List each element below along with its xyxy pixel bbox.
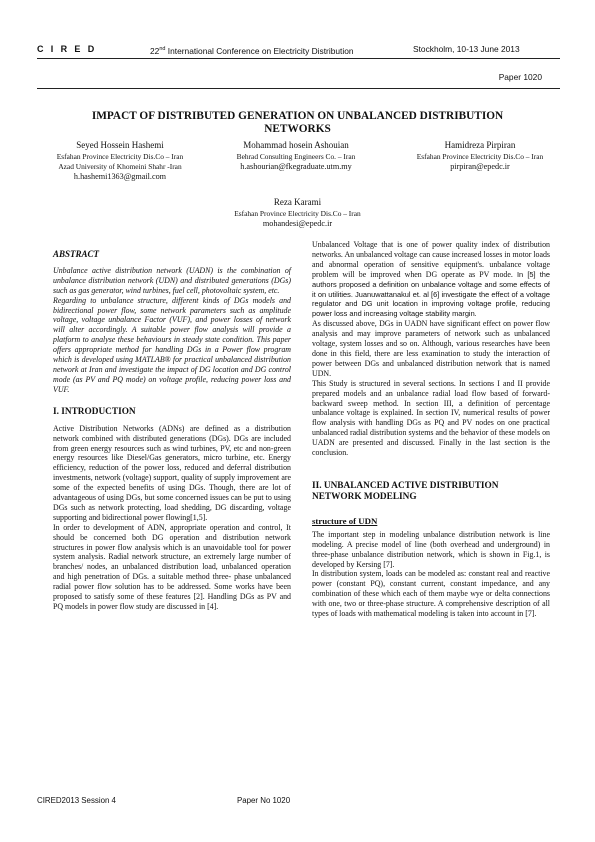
author-block [200, 197, 395, 229]
subsection-heading: structure of UDN [312, 515, 378, 526]
conference-place-date: Stockholm, 10-13 June 2013 [413, 44, 520, 54]
body-paragraph: This Study is structured in several sections. In sections I and II provide prepared models and an unbalance radial load flow based of forward-backward sweep method. In section III, a definition of percentage unbalance voltage is explained. In section IV, numerical results of power flow analysis with handling DGs as PQ and PV nodes on one practical unbalanced radial distribution systems and the behavior of these models on UADN are presented and discussed. Finally in the last section is the conclusion. [312, 378, 550, 458]
author-email: mohandesi@epedc.ir [262, 218, 333, 228]
paper-number: Paper 1020 [498, 72, 542, 82]
author-affiliation: Esfahan Province Electricity Dis.Co – Iran [416, 151, 544, 161]
author-email: h.hashemi1363@gmail.com [73, 172, 167, 182]
author-email: pirpiran@epedc.ir [450, 161, 510, 171]
footer-session: CIRED2013 Session 4 [37, 796, 116, 805]
body-paragraph: Active Distribution Networks (ADNs) are defined as a distribution network combined with distributed generations (DGs). DGs are included from green energy resources such as wind turbines, PV, etc and non-green energy resources like Diesel/Gas generators, micro turbine, etc. Energy efficiency, reduction of the power loss, reduced and deferral distribution investments, network (voltage) support, quality of supply improvement are some of the expected benefits of using DGs. Though, there are lot of advantageous of using DGs, but some concerned issues can be put to using DGs such as network protecting, load shedding, DG discarding, voltage supporting and bidirectional power flowing[1,5]. [53, 423, 291, 522]
author-name: Mohammad hosein Ashouian [243, 140, 349, 150]
author-name: Hamidreza Pirpiran [444, 140, 516, 150]
body-paragraph: Unbalanced Voltage that is one of power quality index of distribution networks. An unbalanced voltage can cause increased losses in motor loads and abnormal operation of sensitive equipment's. unbalance voltage problem will be improved when DG operate as PV mode. In [5] the authors proposed a definition on unbalance voltage and some effects of it on utilities. Juanuwattanakul et. al [6] investigate the effect of a voltage regulator and DG unit location in improving voltage profile, reducing power loss and increasing voltage stability margin. [312, 240, 550, 319]
right-column [312, 240, 550, 619]
header-rule [37, 58, 560, 59]
author-affiliation: Esfahan Province Electricity Dis.Co – Iran [56, 151, 184, 161]
abstract-paragraph: Regarding to unbalance structure, different kinds of DGs models and bidirectional power flow, some network parameters such as amplitude voltage, voltage unbalance Factor (VUF), and power losses of network will alter accordingly. A suitable power flow analysis will provide a platform to analyse these behaviours in steady state condition. This paper offers appropriate method for handling DGs in a Power flow program which is developed using MATLAB® for practical unbalanced distribution network at Iran and investigate the impact of DG location and DG control mode (as PV and PQ mode) on voltage profile, reducing power loss and VUF. [53, 295, 291, 394]
left-column [53, 240, 291, 612]
abstract-paragraph: Unbalance active distribution network (UADN) is the combination of unbalance distribution network (UDN) and distributed generations (DGs) such as gas generator, wind turbines, fuel cell, photovoltaic system, etc. [53, 265, 291, 295]
author-affiliation: Azad University of Khomeini Shahr -Iran [58, 161, 182, 171]
author-email: h.ashourian@fkegraduate.utm.my [240, 161, 352, 171]
author-block [28, 140, 212, 182]
author-affiliation: Behrad Consulting Engineers Co. – Iran [236, 151, 356, 161]
body-paragraph: The important step in modeling unbalance distribution network is line modeling. A precise model of line (both overhead and underground) in three-phase unbalance distribution network, which is shown in Fig.1, is developed by Kersing [7]. [312, 529, 550, 569]
paper-title: IMPACT OF DISTRIBUTED GENERATION ON UNBALANCED DISTRIBUTION NETWORKS [91, 110, 504, 135]
body-paragraph: As discussed above, DGs in UADN have significant effect on power flow analysis and may improve parameters of network such as unbalanced voltage, system losses and so on. Although, various researches have been done in this field, there are less examination to study the interaction of power between DGs and unbalanced distribution network that is named UDN. [312, 319, 550, 378]
footer-paper-number: Paper No 1020 [237, 796, 291, 805]
body-paragraph: In distribution system, loads can be modeled as: constant real and reactive power (constant PQ), constant current, constant impedance, and any combination of these which each of them maybe wye or delta connections with one, two or three-phase structure. A comprehensive description of all types of loads with mathematical modeling is taken into account in [7]. [312, 569, 550, 619]
author-block [380, 140, 580, 172]
conference-name: 22nd International Conference on Electricity Distribution [150, 45, 354, 56]
abstract-heading: ABSTRACT [53, 249, 100, 259]
author-name: Reza Karami [273, 197, 322, 207]
author-block [206, 140, 386, 172]
section-heading-introduction: I. INTRODUCTION [53, 406, 136, 417]
header-rule-lower [37, 88, 560, 89]
author-name: Seyed Hossein Hashemi [76, 140, 164, 150]
conference-acronym: C I R E D [37, 44, 97, 54]
author-affiliation: Esfahan Province Electricity Dis.Co – Iran [234, 208, 361, 218]
section-heading-modeling: II. UNBALANCED ACTIVE DISTRIBUTION NETWORK MODELING [312, 480, 499, 502]
body-paragraph: In order to development of ADN, appropriate operation and control, It should be concerned both DG operation and distribution network structures in power flow analysis which is an unavoidable tool for power system analysis. Radial network structure, an extremely large number of branches/ nodes, an unbalanced distribution load, unbalanced operation and high penetration of DGs. a suitable method three- phase unbalanced radial power flow solution has to be addressed. Some works have been proposed to satisfy some of these features [2]. Handling DGs as PV and PQ models in power flow study are discussed in [4]. [53, 522, 291, 611]
